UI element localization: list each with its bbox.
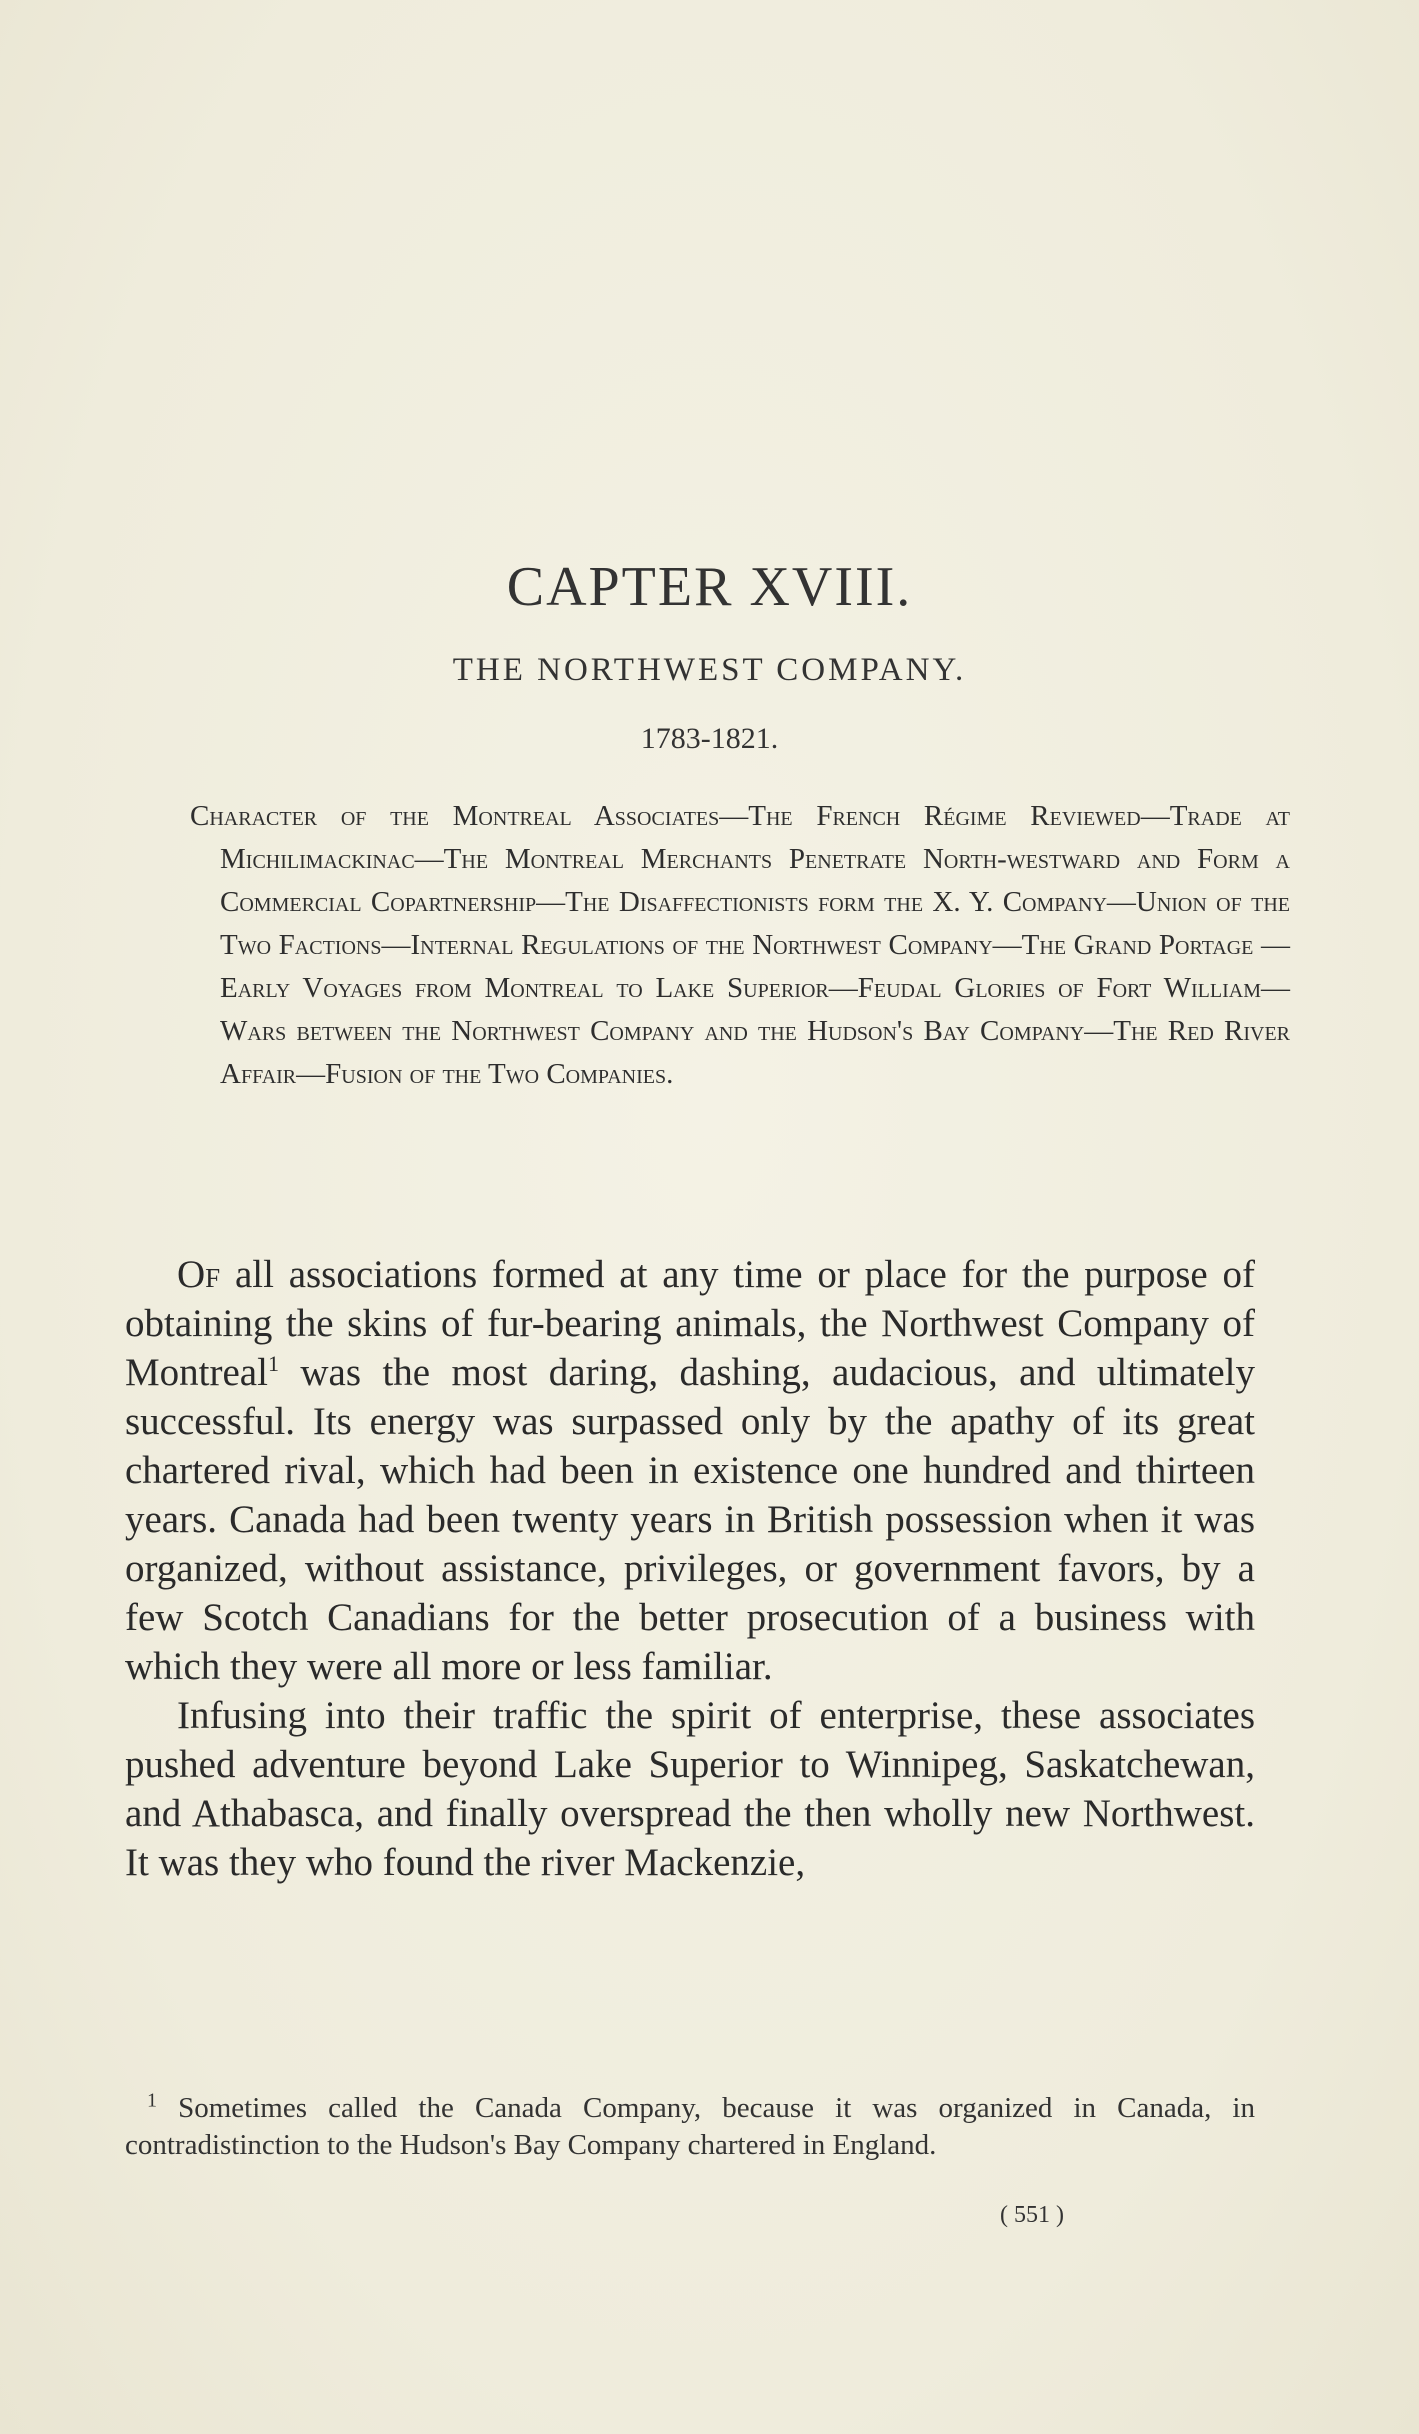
footnote xyxy=(125,2090,1255,2164)
paragraph-1-part-1: all associations formed at any time or place for the purpose of obtaining the skins of fur-bearing animals, the Northwest Company of Montreal xyxy=(125,1253,1255,1394)
footnote-text: Sometimes called the Canada Company, because it was organized in Canada, in contradistinction to the Hudson's Bay Company chartered in England. xyxy=(125,2092,1255,2161)
chapter-title: CAPTER XVIII. xyxy=(506,556,913,618)
chapter-subtitle: THE NORTHWEST COMPANY. xyxy=(452,652,967,688)
paragraph-1-part-2: was the most daring, dashing, audacious, and ultimately successful. Its energy was surpassed only by the apathy of its great chartered rival, which had been in existence one hundred and thirteen years. Canada had been twenty years in British possession when it was organized, without assistance, privileges, or government favors, by a few Scotch Canadians for the better prosecution of a business with which they were all more or less familiar. xyxy=(125,1351,1255,1688)
paragraph-1 xyxy=(125,1250,1255,1691)
footnote-number: 1 xyxy=(147,2089,157,2112)
chapter-dates: 1783-1821. xyxy=(640,722,779,755)
paragraph-2: Infusing into their traffic the spirit of enterprise, these associates pushed adventure beyond Lake Superior to Winnipeg, Saskatchewan, and Athabasca, and finally overspread the then wholly new Northwest. It was they who found the river Mackenzie, xyxy=(125,1694,1255,1884)
footnote-reference: 1 xyxy=(267,1351,279,1376)
paragraph-initial: Of xyxy=(177,1253,221,1296)
body-text xyxy=(125,1250,1255,1887)
page-number: ( 551 ) xyxy=(1000,2202,1064,2228)
chapter-synopsis: Character of the Montreal Associates—The French Régime Reviewed—Trade at Michilimackinac—The Montreal Merchants Penetrate North-westward and Form a Commercial Copartnership—The Disaffectionists form the X. Y. Company—Union of the Two Factions—Internal Regulations of the Northwest Company—The Grand Portage — Early Voyages from Montreal to Lake Superior—Feudal Glories of Fort William—Wars between the Northwest Company and the Hudson's Bay Company—The Red River Affair—Fusion of the Two Companies. xyxy=(190,800,1290,1090)
